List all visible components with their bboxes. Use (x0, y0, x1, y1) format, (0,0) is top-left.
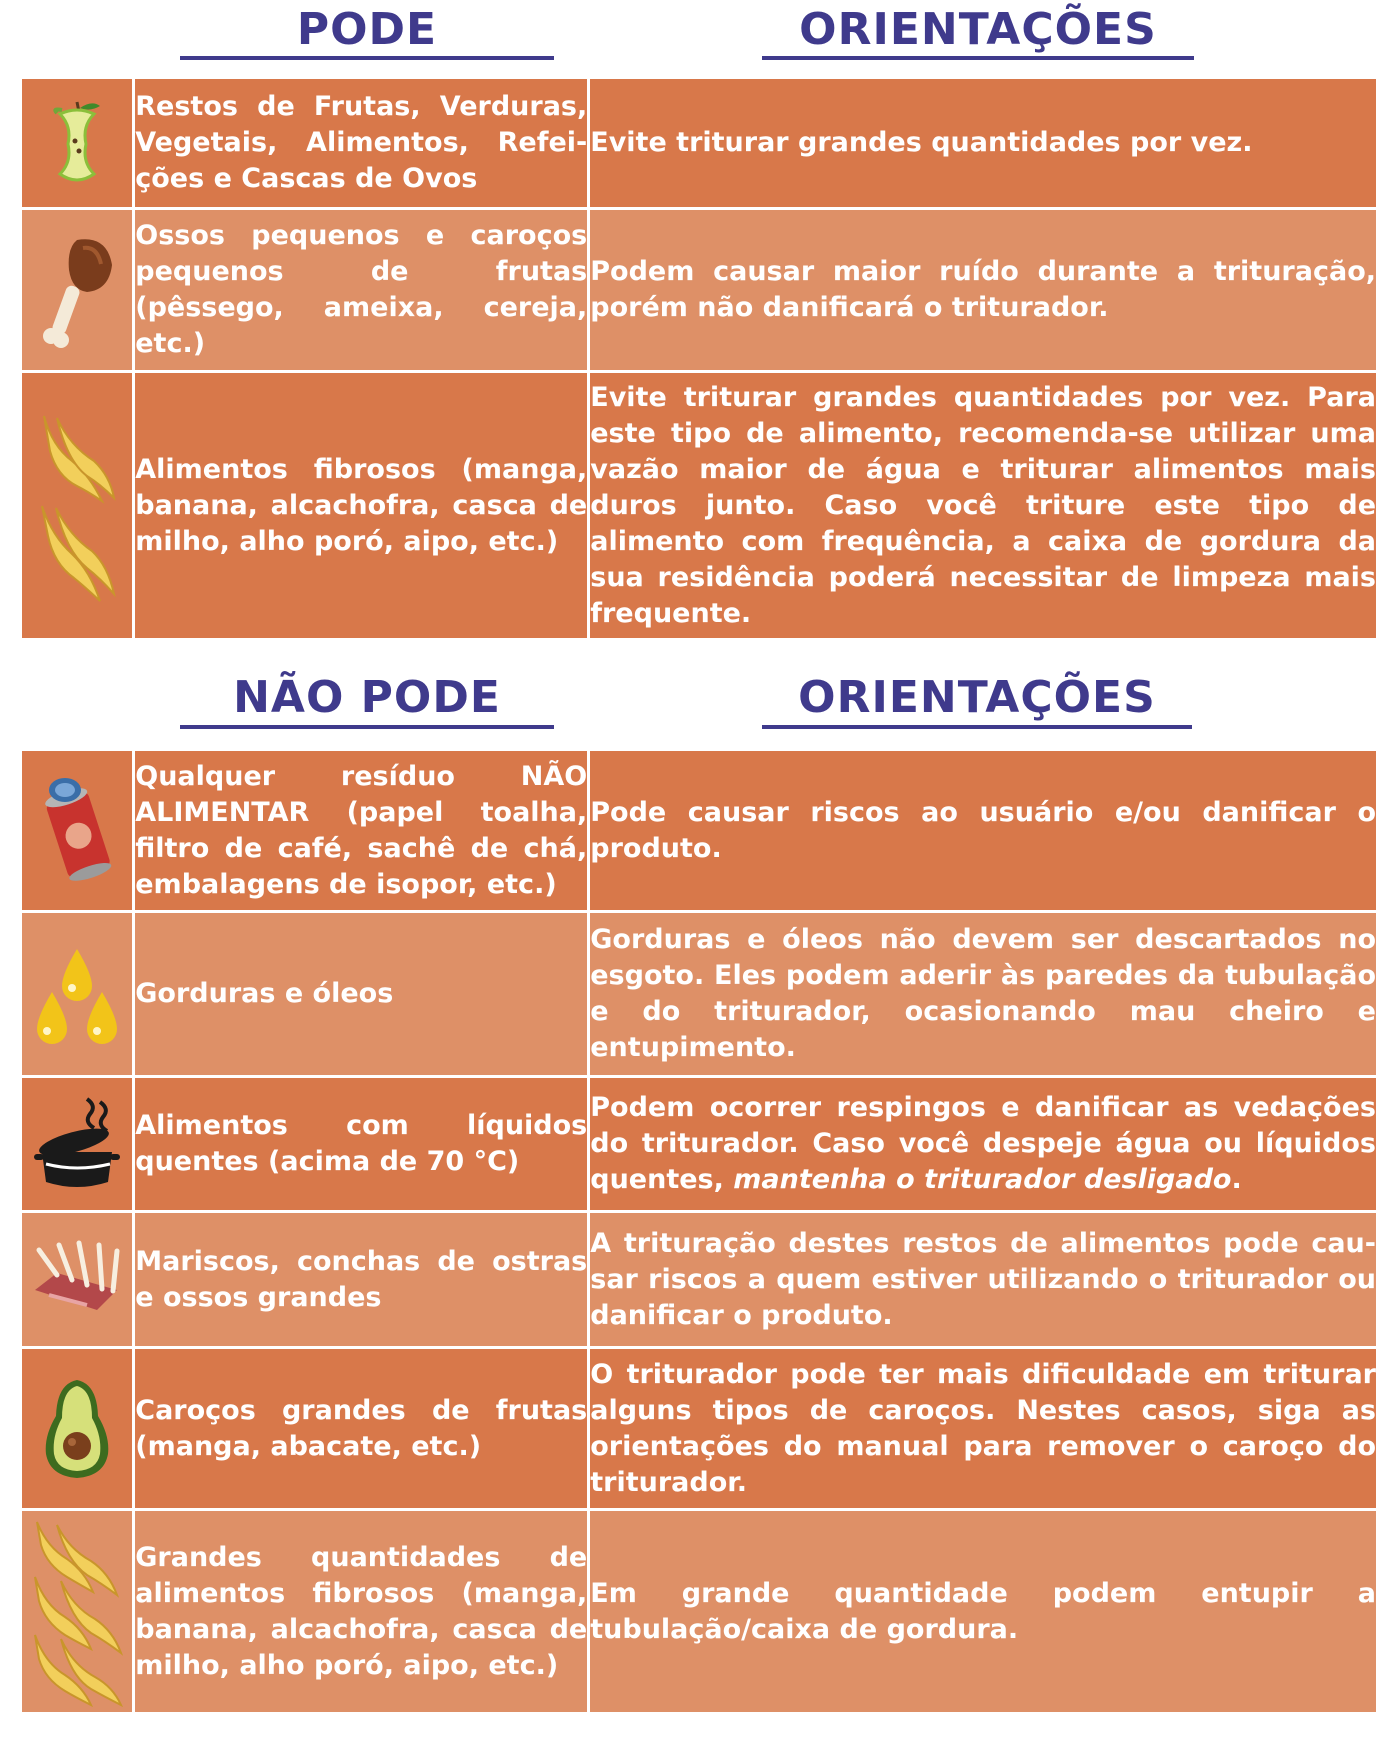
nao-pode-orientacoes-underline (762, 725, 1192, 729)
pode-orientacoes-underline (762, 56, 1194, 60)
table-row (21, 78, 1378, 209)
pode-header: PODE (296, 4, 438, 55)
table-row (21, 1077, 1378, 1212)
pode-guide-1: Evite triturar grandes quantidades por vez. (589, 78, 1378, 209)
pode-item-2: Ossos pequenos e caroços pequenos de frutas (pêssego, ameixa, cereja, etc.) (134, 209, 589, 372)
guide-emphasis: mantenha o triturador desligado (733, 1164, 1232, 1195)
ribs-icon (21, 1212, 134, 1348)
pode-item-1: Restos de Frutas, Verduras, Vegetais, Alimentos, Refei-ções e Cascas de Ovos (134, 78, 589, 209)
pode-guide-2: Podem causar maior ruído durante a trituração, porém não danificará o triturador. (589, 209, 1378, 372)
nao-pode-guide-1: Pode causar riscos ao usuário e/ou danificar o produto. (589, 750, 1378, 912)
nao-pode-item-4: Mariscos, conchas de ostras e ossos grandes (134, 1212, 589, 1348)
nao-pode-guide-5: O triturador pode ter mais dificuldade em triturar alguns tipos de caroços. Nestes casos, siga as orientações do manual para remover o caroço do triturador. (589, 1348, 1378, 1510)
tin-can-icon (21, 750, 134, 912)
avocado-icon (21, 1348, 134, 1510)
table-row (21, 750, 1378, 912)
table-row (21, 912, 1378, 1077)
chicken-bone-icon (21, 209, 134, 372)
pode-guide-3: Evite triturar grandes quantidades por vez. Para este tipo de alimento, recomenda-se utilizar uma vazão maior de água e triturar alimentos mais duros junto. Caso você triture este tipo de alimento com frequência, a caixa de gordura da sua residência poderá necessitar de limpeza mais frequente. (589, 372, 1378, 640)
hot-pot-icon (21, 1077, 134, 1212)
nao-pode-guide-2: Gorduras e óleos não devem ser descartados no esgoto. Eles podem aderir às paredes da tubulação e do triturador, ocasionando mau cheiro e entupimento. (589, 912, 1378, 1077)
banana-peel-icon (21, 372, 134, 640)
pode-table (19, 76, 1379, 641)
table-row (21, 372, 1378, 640)
nao-pode-guide-4: A trituração destes restos de alimentos pode cau-sar riscos a quem estiver utilizando o triturador ou danificar o produto. (589, 1212, 1378, 1348)
nao-pode-item-3: Alimentos com líquidos quentes (acima de 70 °C) (134, 1077, 589, 1212)
apple-core-icon (21, 78, 134, 209)
nao-pode-item-2: Gorduras e óleos (134, 912, 589, 1077)
nao-pode-item-5: Caroços grandes de frutas (manga, abacate, etc.) (134, 1348, 589, 1510)
nao-pode-header: NÃO PODE (233, 672, 501, 723)
table-row (21, 1348, 1378, 1510)
banana-peels-pile-icon (21, 1510, 134, 1714)
pode-item-3: Alimentos fibrosos (manga, banana, alcachofra, casca de milho, alho poró, aipo, etc.) (134, 372, 589, 640)
nao-pode-table (19, 748, 1379, 1715)
nao-pode-guide-3: Podem ocorrer respingos e danificar as vedações do triturador. Caso você despeje água ou líquidos quentes, mantenha o triturador desligado. (589, 1077, 1378, 1212)
table-row (21, 1510, 1378, 1714)
nao-pode-item-6: Grandes quantidades de alimentos fibrosos (manga, banana, alcachofra, casca de milho, alho poró, aipo, etc.) (134, 1510, 589, 1714)
nao-pode-header-underline (180, 725, 554, 729)
nao-pode-item-1: Qualquer resíduo NÃO ALIMENTAR (papel toalha, filtro de café, sachê de chá, embalagens de isopor, etc.) (134, 750, 589, 912)
table-row (21, 1212, 1378, 1348)
pode-header-underline (180, 56, 554, 60)
nao-pode-orientacoes-header: ORIENTAÇÕES (798, 672, 1156, 723)
oil-drops-icon (21, 912, 134, 1077)
pode-orientacoes-header: ORIENTAÇÕES (799, 4, 1157, 55)
table-row (21, 209, 1378, 372)
nao-pode-guide-6: Em grande quantidade podem entupir a tubulação/caixa de gordura. (589, 1510, 1378, 1714)
